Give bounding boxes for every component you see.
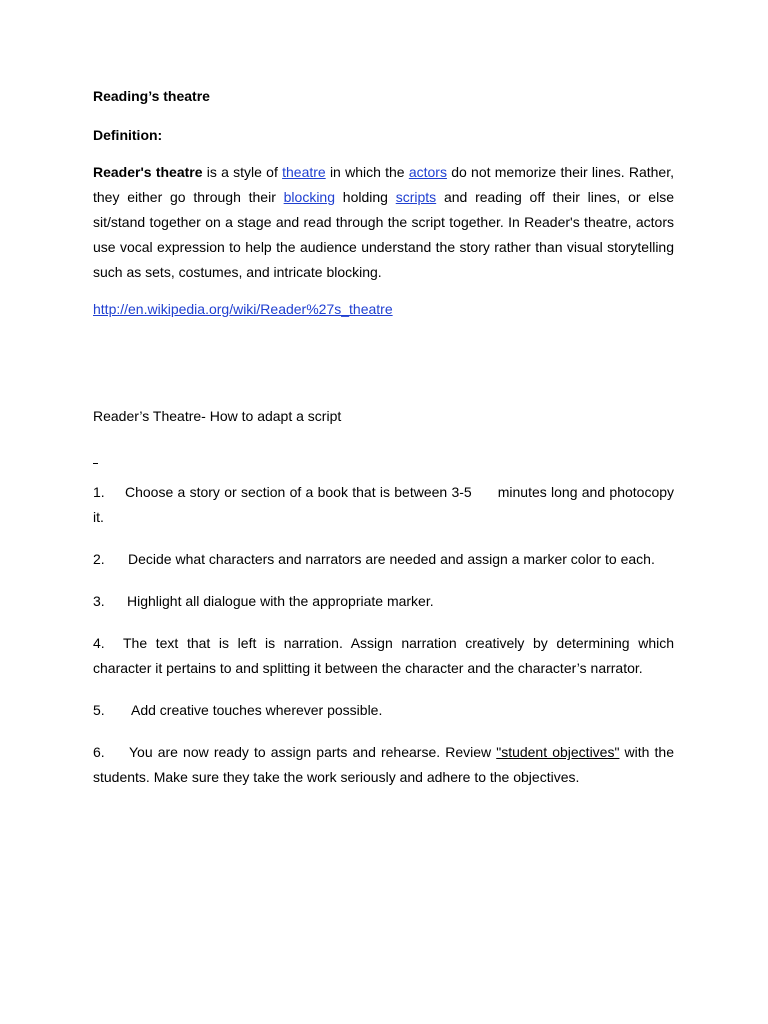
step-text: You are now ready to assign parts and rehearse. Review: [129, 744, 497, 760]
definition-text: is a style of: [202, 164, 283, 180]
definition-text: in which the: [325, 164, 409, 180]
step-text: Add creative touches wherever possible.: [131, 702, 383, 718]
list-item: [93, 631, 674, 681]
link-actors[interactable]: actors: [408, 164, 447, 180]
steps-list: [93, 480, 674, 790]
underscore-glyph: [93, 463, 98, 464]
step-text: minutes long and photocopy it.: [93, 484, 675, 525]
list-item: [93, 589, 674, 614]
list-item: [93, 547, 674, 572]
definition-text: and reading off their lines, or else sit/stand together on a stage and read through the script together. In Reader's theatre, actors use vocal expression to help the audience understand the story rather than visual storytelling such as sets, costumes, and intricate blocking.: [93, 189, 674, 280]
wikipedia-url-link[interactable]: http://en.wikipedia.org/wiki/Reader%27s_theatre: [93, 301, 393, 317]
step-text: The text that is left is narration. Assign narration creatively by determining which character it pertains to and splitting it between the character and the character’s narrator.: [93, 635, 674, 676]
link-blocking[interactable]: blocking: [283, 189, 336, 205]
step-number: 5.: [93, 702, 105, 718]
step-text: Decide what characters and narrators are needed and assign a marker color to each.: [128, 551, 655, 567]
section-title: Reader’s Theatre- How to adapt a script: [93, 408, 342, 424]
definition-label: Definition:: [93, 127, 163, 143]
wikipedia-url-line: [93, 299, 674, 319]
list-item: [93, 698, 674, 723]
document-title: Reading’s theatre: [93, 88, 210, 104]
link-scripts[interactable]: scripts: [395, 189, 437, 205]
definition-text: holding: [335, 189, 396, 205]
step-number: 6.: [93, 744, 105, 760]
step-text: Choose a story or section of a book that is between 3-5: [125, 484, 472, 500]
step-number: 4.: [93, 635, 105, 651]
definition-text: do not memorize their lines. Rather, they either go through their: [93, 164, 674, 205]
step-text: with the students. Make sure they take the work seriously and adhere to the objectives.: [93, 744, 674, 785]
stray-underscore-mark: [93, 448, 674, 468]
student-objectives-link[interactable]: "student objectives": [496, 744, 620, 760]
step-number: 1.: [93, 484, 105, 500]
step-number: 2.: [93, 551, 105, 567]
link-theatre[interactable]: theatre: [282, 164, 326, 180]
step-number: 3.: [93, 593, 105, 609]
definition-term: Reader's theatre: [93, 164, 203, 180]
list-item: [93, 480, 674, 530]
list-item: [93, 740, 674, 790]
step-text: Highlight all dialogue with the appropriate marker.: [127, 593, 434, 609]
definition-paragraph: [93, 160, 674, 285]
